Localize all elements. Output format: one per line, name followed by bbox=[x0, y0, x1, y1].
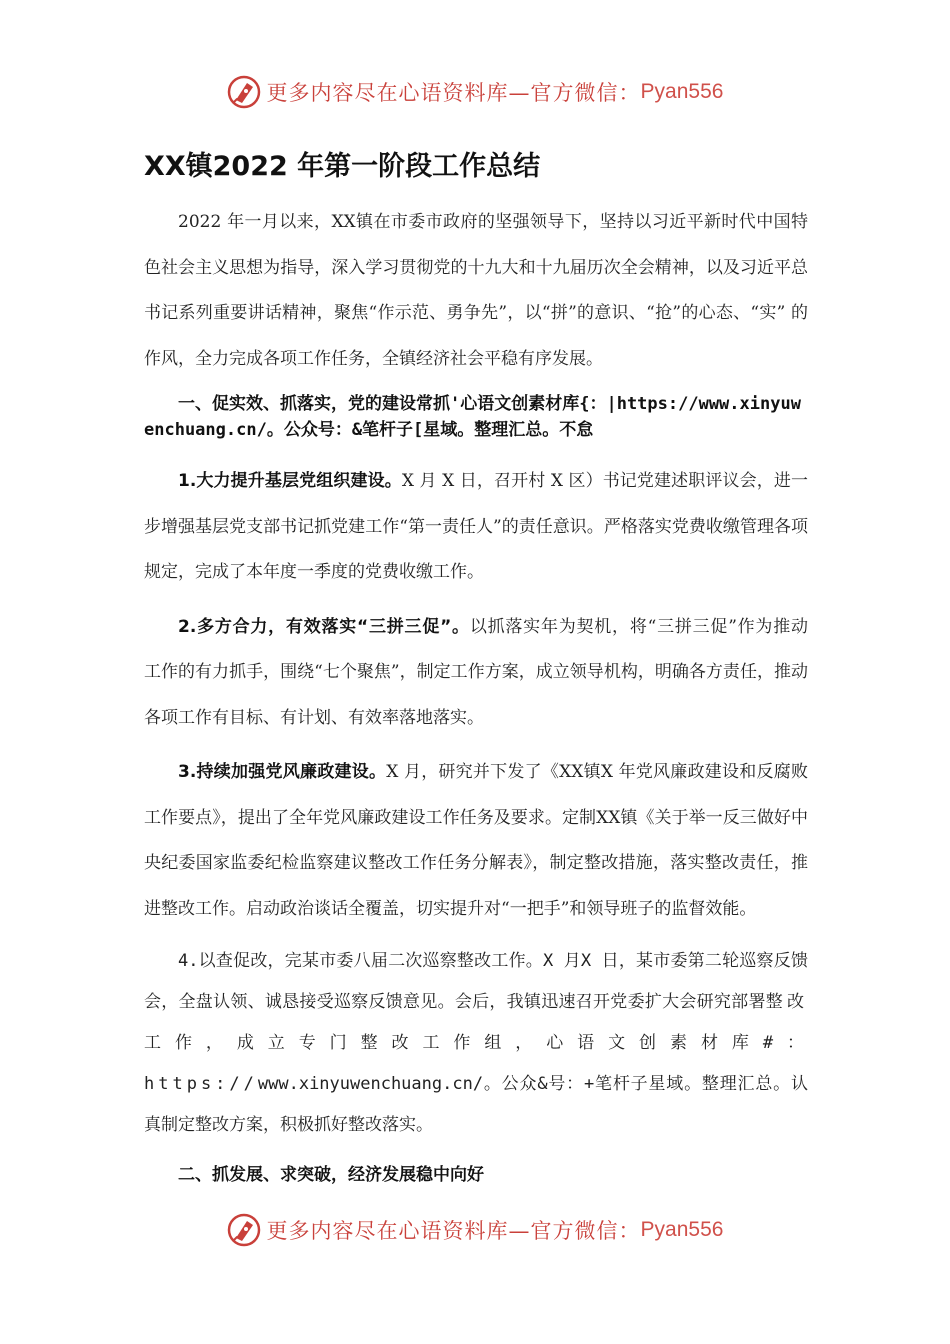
banner-wechat-label: 官方微信： bbox=[530, 81, 641, 105]
document-body bbox=[144, 200, 825, 1195]
intro-paragraph: 2022 年一月以来，XX镇在市委市政府的坚强领导下，坚持以习近平新时代中国特色社会主义思想为指导，深入学习贯彻党的十九大和十九届历次全会精神，以及习近平总书记系列重要讲话精神，聚焦“作示范、勇争先”，以“拼”的意识、“抢”的心态、“实” 的作风，全力完成各项工作任务，全镇经济社会平稳有序发展。 bbox=[144, 212, 808, 369]
item-3-paragraph bbox=[144, 750, 808, 932]
banner-wechat-label: 官方微信： bbox=[530, 1219, 641, 1243]
item-4-part1: 4.以查促改，完某市委八届二次巡察整改工作。X 月X 日，某市委第二轮巡察反馈会，全盘认领、诚恳接受巡察反馈意见。会后，我镇迅速召开党委扩大会研究部署 bbox=[144, 951, 808, 1012]
item-4-part2: 整改工作，成立专门整改工作组，心语文创素材库#：https:// bbox=[144, 992, 809, 1094]
pen-nib-logo-icon bbox=[227, 75, 261, 109]
item-2-text: 以抓落实年为契机，将“三拼三促”作为推动 工作的有力抓手，围绕“七个聚焦”，制定工作方案，成立领导机构，明确各方责任，推动各项工作有目标、有计划、有效率落地落实。 bbox=[144, 616, 825, 728]
item-2-lead: 2.多方合力，有效落实“三拼三促”。 bbox=[178, 616, 470, 637]
banner-wechat-id: Pyan556 bbox=[640, 80, 724, 103]
header-watermark-banner bbox=[0, 70, 950, 114]
item-3-lead: 3.持续加强党风廉政建设。 bbox=[178, 762, 387, 782]
item-4-paragraph bbox=[144, 941, 808, 1146]
pen-nib-logo-icon bbox=[227, 1213, 261, 1247]
footer-watermark-banner bbox=[0, 1208, 950, 1252]
banner-wechat-id: Pyan556 bbox=[640, 1218, 724, 1241]
banner-text: 更多内容尽在心语资料库— bbox=[266, 1219, 531, 1243]
section-2-heading: 二、抓发展、求突破，经济发展稳中向好 bbox=[178, 1165, 484, 1185]
document-title: XX镇2022 年第一阶段工作总结 bbox=[144, 151, 541, 182]
item-1-lead: 1.大力提升基层党组织建设。 bbox=[178, 471, 402, 491]
item-3-text: X 月，研究并下发了《XX镇X 年党风廉政建设和反腐败工作要点》，提出了全年党风廉政建设工作任务及要求。定制XX镇《关于举一反三做好中央纪委国家监委纪检监察建议整改工作任务分解表》，制定整改措施，落实整改责任，推进整改工作。启动政治谈话全覆盖，切实提升对“一把手”和领导班子的监督效能。 bbox=[144, 762, 808, 919]
item-4-part3: www.xinyuwenchuang.cn/。公众&号：+笔杆子星域。整理汇总。认真制定整改方案，积极抓好整改落实。 bbox=[144, 1074, 808, 1135]
item-2-paragraph bbox=[144, 605, 825, 742]
item-1-paragraph bbox=[144, 459, 808, 596]
item-1-text: X 月 X 日，召开村 X 区）书记党建述职评议会，进一步增强基层党支部书记抓党建工作“第一责任人”的责任意识。严格落实党费收缴管理各项规定，完成了本年度一季度的党费收缴工作。 bbox=[144, 471, 808, 582]
section-1-heading: 一、促实效、抓落实，党的建设常抓'心语文创素材库{：|https://www.xinyuwenchuang.cn/。公众号：&笔杆子[星域。整理汇总。不怠 bbox=[144, 394, 801, 440]
banner-text: 更多内容尽在心语资料库— bbox=[266, 81, 531, 105]
